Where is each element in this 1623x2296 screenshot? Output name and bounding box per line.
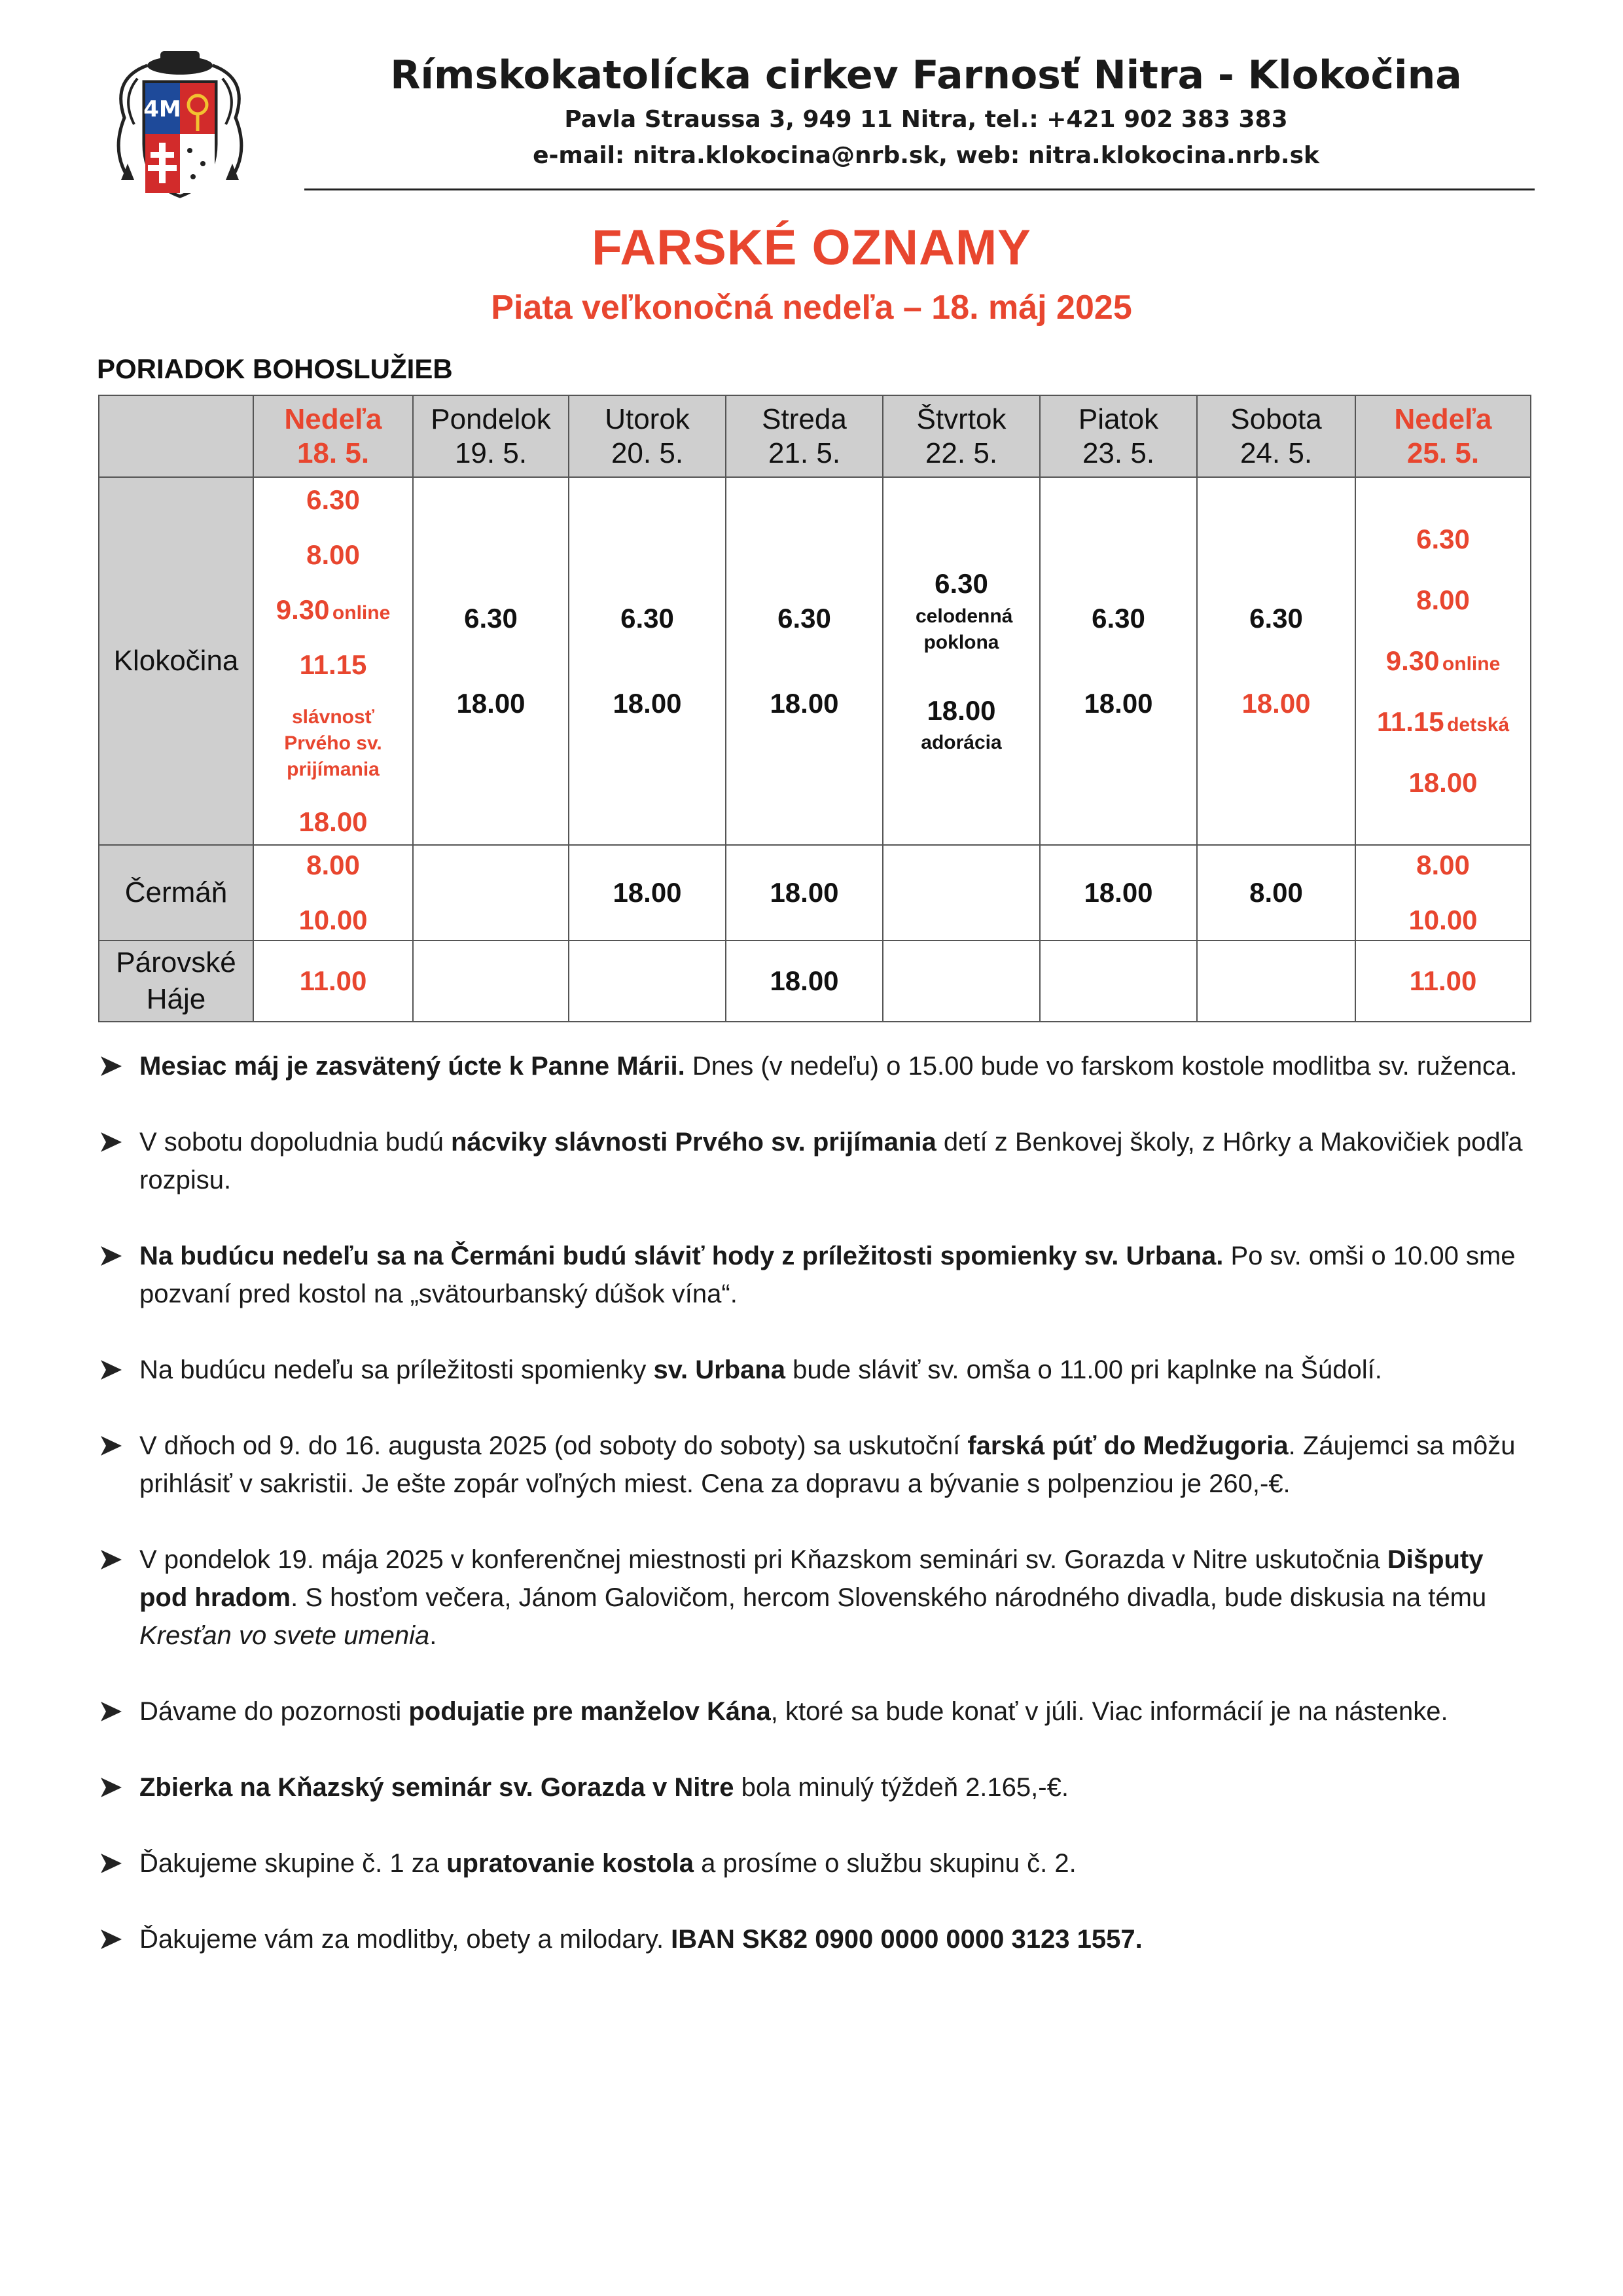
parish-coat-of-arms-icon: [98, 39, 262, 203]
cell-cerman-thu: [883, 845, 1040, 941]
location-parovske-haje: Párovské Háje: [99, 941, 253, 1022]
arrow-bullet-icon: [98, 1049, 124, 1084]
cell-parovske-thu: [883, 941, 1040, 1022]
cell-klokocina-tue: 6.30 18.00: [569, 477, 726, 845]
schedule-row-klokocina: [99, 477, 1531, 845]
announcements-list: [98, 1041, 1538, 1958]
cell-parovske-tue: [569, 941, 726, 1022]
organization-info: [327, 49, 1525, 173]
cell-parovske-sat: [1197, 941, 1355, 1022]
cell-klokocina-sat: 6.30 18.00: [1197, 477, 1355, 845]
header-divider: [304, 188, 1535, 190]
announcement-item: Ďakujeme vám za modlitby, obety a milodary. IBAN SK82 0900 0000 0000 3123 1557.: [98, 1920, 1538, 1958]
arrow-bullet-icon: [98, 1542, 124, 1577]
header-day-wed: Streda 21. 5.: [726, 395, 883, 477]
cell-cerman-wed: 18.00: [726, 845, 883, 941]
organization-address: Pavla Straussa 3, 949 11 Nitra, tel.: +421 902 383 383: [564, 106, 1288, 133]
announcement-item: Na budúcu nedeľu sa na Čermáni budú sláviť hody z príležitosti spomienky sv. Urbana. Po sv. omši o 10.00 sme pozvaní pred kostol na „svätourbanský dúšok vína“.: [98, 1237, 1538, 1313]
cell-klokocina-wed: 6.30 18.00: [726, 477, 883, 845]
cell-klokocina-thu: 6.30 celodenná poklona 18.00 adorácia: [883, 477, 1040, 845]
header-empty-cell: [99, 395, 253, 477]
letterhead: [98, 39, 1525, 196]
organization-name: Rímskokatolícka cirkev Farnosť Nitra - Klokočina: [390, 52, 1462, 98]
location-klokocina: Klokočina: [99, 477, 253, 845]
mass-schedule-table: [98, 395, 1531, 1022]
announcement-item: V sobotu dopoludnia budú nácviky slávnosti Prvého sv. prijímania detí z Benkovej školy, z Hôrky a Makovičiek podľa rozpisu.: [98, 1123, 1538, 1199]
cell-parovske-fri: [1040, 941, 1197, 1022]
cell-cerman-mon: [413, 845, 569, 941]
schedule-label: PORIADOK BOHOSLUŽIEB: [97, 353, 453, 384]
cell-klokocina-sun1: 6.30 8.00 9.30 online 11.15 slávnosť Prvého sv. prijímania 18.00: [253, 477, 413, 845]
schedule-header-row: [99, 395, 1531, 477]
cell-cerman-fri: 18.00: [1040, 845, 1197, 941]
header-day-thu: Štvrtok 22. 5.: [883, 395, 1040, 477]
location-cerman: Čermáň: [99, 845, 253, 941]
page-title: FARSKÉ OZNAMY: [592, 220, 1031, 276]
announcement-item: V pondelok 19. mája 2025 v konferenčnej miestnosti pri Kňazskom seminári sv. Gorazda v Nitre uskutočnia Dišputy pod hradom. S hosťom večera, Jánom Galovičom, hercom Slovenského národného divadla, bude diskusia na tému Kresťan vo svete umenia.: [98, 1541, 1538, 1655]
organization-contact: e-mail: nitra.klokocina@nrb.sk, web: nitra.klokocina.nrb.sk: [533, 142, 1319, 169]
arrow-bullet-icon: [98, 1238, 124, 1274]
header-day-sun1: Nedeľa 18. 5.: [253, 395, 413, 477]
cell-parovske-sun2: 11.00: [1355, 941, 1531, 1022]
cell-cerman-sun2: 8.00 10.00: [1355, 845, 1531, 941]
arrow-bullet-icon: [98, 1352, 124, 1388]
schedule-row-cerman: [99, 845, 1531, 941]
svg-text:4M: 4M: [143, 96, 181, 122]
cell-cerman-sun1: 8.00 10.00: [253, 845, 413, 941]
cell-parovske-mon: [413, 941, 569, 1022]
announcement-item: Zbierka na Kňazský seminár sv. Gorazda v Nitre bola minulý týždeň 2.165,-€.: [98, 1768, 1538, 1806]
cell-cerman-tue: 18.00: [569, 845, 726, 941]
header-day-sun2: Nedeľa 25. 5.: [1355, 395, 1531, 477]
cell-cerman-sat: 8.00: [1197, 845, 1355, 941]
announcement-item: V dňoch od 9. do 16. augusta 2025 (od soboty do soboty) sa uskutoční farská púť do Medžugoria. Záujemci sa môžu prihlásiť v sakristii. Je ešte zopár voľných miest. Cena za dopravu a bývanie s polpenziou je 260,-€.: [98, 1427, 1538, 1503]
page-subtitle: Piata veľkonočná nedeľa – 18. máj 2025: [491, 289, 1132, 327]
cell-parovske-wed: 18.00: [726, 941, 883, 1022]
announcement-item: Dávame do pozornosti podujatie pre manželov Kána, ktoré sa bude konať v júli. Viac informácií je na nástenke.: [98, 1693, 1538, 1731]
arrow-bullet-icon: [98, 1770, 124, 1805]
arrow-bullet-icon: [98, 1428, 124, 1463]
cell-klokocina-sun2: 6.30 8.00 9.30 online 11.15 detská 18.00: [1355, 477, 1531, 845]
arrow-bullet-icon: [98, 1694, 124, 1729]
header-day-fri: Piatok 23. 5.: [1040, 395, 1197, 477]
schedule-row-parovske-haje: [99, 941, 1531, 1022]
cell-klokocina-fri: 6.30 18.00: [1040, 477, 1197, 845]
header-day-sat: Sobota 24. 5.: [1197, 395, 1355, 477]
cell-klokocina-mon: 6.30 18.00: [413, 477, 569, 845]
arrow-bullet-icon: [98, 1922, 124, 1957]
announcement-item: Mesiac máj je zasvätený úcte k Panne Márii. Dnes (v nedeľu) o 15.00 bude vo farskom kostole modlitba sv. ruženca.: [98, 1047, 1538, 1085]
arrow-bullet-icon: [98, 1124, 124, 1160]
announcement-item: Na budúcu nedeľu sa príležitosti spomienky sv. Urbana bude sláviť sv. omša o 11.00 pri kaplnke na Šúdolí.: [98, 1351, 1538, 1389]
header-day-tue: Utorok 20. 5.: [569, 395, 726, 477]
cell-parovske-sun1: 11.00: [253, 941, 413, 1022]
announcement-item: Ďakujeme skupine č. 1 za upratovanie kostola a prosíme o službu skupinu č. 2.: [98, 1844, 1538, 1882]
arrow-bullet-icon: [98, 1846, 124, 1881]
header-day-mon: Pondelok 19. 5.: [413, 395, 569, 477]
